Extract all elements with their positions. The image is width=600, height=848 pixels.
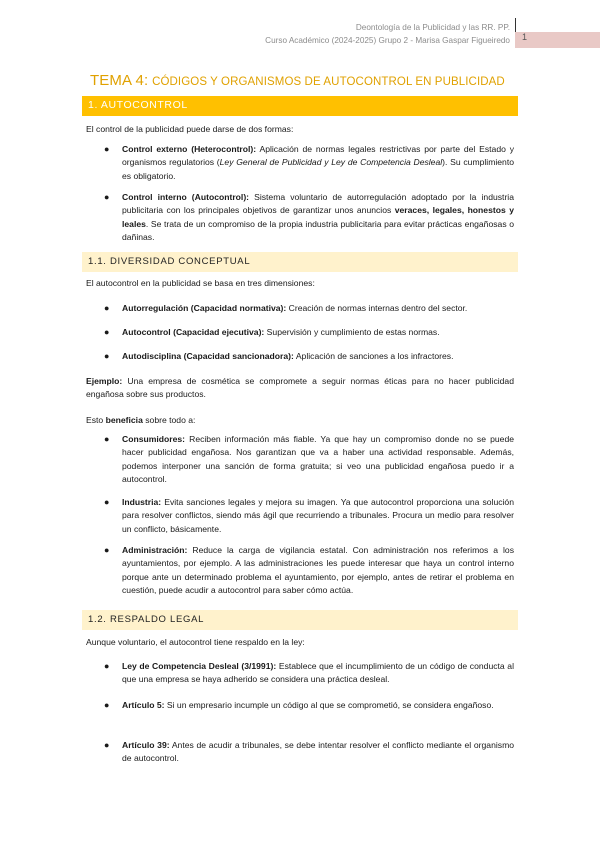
header-course-name: Deontología de la Publicidad y las RR. PP. [355, 23, 510, 32]
item-label: Autorregulación (Capacidad normativa): [122, 303, 287, 313]
item-label: Control externo (Heterocontrol): [122, 144, 257, 154]
item-text-end: ). Su cumplimiento es obligatorio. [122, 157, 515, 181]
item-label: Control interno (Autocontrol): [122, 192, 250, 202]
item-text: Evita sanciones legales y mejora su imagen. Ya que autocontrol proporciona una solución para resolver conflictos, siendo más ágil que recurriendo a tribunales. Procura un medio para resolver un conflicto, básicamente. [122, 497, 514, 534]
bullet: ● [104, 545, 110, 555]
item-text: Supervisión y cumplimiento de estas normas. [264, 327, 440, 337]
item-label: Autodisciplina (Capacidad sancionadora): [122, 351, 294, 361]
bullet: ● [104, 497, 110, 507]
item-text: Reciben información más fiable. Ya que hay un compromiso donde no se puede hacer publicidad engañosa. Nos garantizan que va a haber una actividad responsable. Además, podemos interponer una sanción de forma gratuita; si veo una publicidad engañosa puedo ir a autocontrol. [122, 434, 514, 485]
paragraph-intro: Aunque voluntario, el autocontrol tiene respaldo en la ley: [86, 637, 305, 647]
bullet: ● [104, 661, 110, 671]
bullet: ● [104, 434, 110, 444]
bullet: ● [104, 351, 110, 361]
item-label: Administración: [122, 545, 188, 555]
list-item [122, 326, 514, 339]
section-heading-text: 1. AUTOCONTROL [88, 99, 188, 111]
list-item [122, 302, 514, 315]
item-text: Reduce la carga de vigilancia estatal. Con administración nos referimos a los ayuntamientos, por ejemplo. A las administraciones les puede interesar que haya un control interno porque ante un determinado problema el ayuntamiento, por ejemplo, antes de retirar el problema en cuestión, puede acudir a autocontrol para saber cómo actúa. [122, 545, 514, 596]
title-prefix: TEMA 4: [90, 72, 149, 89]
list-item [122, 699, 514, 712]
item-label: Artículo 5: [122, 700, 165, 710]
item-text-end: . Se trata de un compromiso de la propia industria publicitaria para evitar prácticas engañosas o dañinas. [122, 218, 514, 243]
header-course-details: Curso Académico (2024-2025) Grupo 2 - Marisa Gaspar Figueiredo [265, 35, 510, 45]
page-number: 1 [522, 32, 528, 42]
item-label: Ley de Competencia Desleal (3/1991): [122, 661, 277, 671]
item-text: Aplicación de normas legales restrictivas por parte del Estado y organismos regulatorios ( [122, 144, 514, 168]
paragraph-intro: El control de la publicidad puede darse de dos formas: [86, 124, 294, 134]
item-label: Consumidores: [122, 434, 186, 444]
paragraph-intro: El autocontrol en la publicidad se basa en tres dimensiones: [86, 278, 315, 288]
list-item [122, 191, 514, 245]
item-bold: veraces, legales, honestos y leales [122, 205, 514, 229]
subsection-heading-text: 1.1. DIVERSIDAD CONCEPTUAL [88, 256, 251, 267]
list-item [122, 350, 514, 363]
subsection-heading-respaldo [82, 610, 518, 630]
bullet: ● [104, 327, 110, 337]
running-header [265, 22, 510, 47]
item-text: Aplicación de sanciones a los infractores. [293, 351, 454, 361]
page-title [90, 72, 520, 89]
list-item [122, 143, 514, 183]
benefit-bold: beneficia [105, 415, 143, 425]
item-text: Establece que el incumplimiento de un código de conducta al que una empresa se haya adherido se considera una práctica desleal. [122, 661, 514, 685]
subsection-heading-text: 1.2. RESPALDO LEGAL [88, 614, 205, 625]
section-heading-autocontrol [82, 96, 518, 116]
list-item [122, 660, 514, 687]
benefit-pre: Esto [86, 415, 106, 425]
item-text: Creación de normas internas dentro del sector. [286, 303, 468, 313]
item-text: Antes de acudir a tribunales, se debe intentar resolver el conflicto mediante el organismo de autocontrol. [122, 740, 515, 764]
item-text: Sistema voluntario de autorregulación adoptado por la industria publicitaria con los principales objetivos de garantizar unos anuncios [122, 192, 514, 216]
bullet: ● [104, 144, 110, 154]
title-text: CÓDIGOS Y ORGANISMOS DE AUTOCONTROL EN PUBLICIDAD [152, 76, 505, 88]
list-item [122, 544, 514, 598]
list-item [122, 739, 514, 766]
item-text: Si un empresario incumple un código al que se comprometió, se considera engañoso. [164, 700, 494, 710]
item-label: Industria: [122, 497, 162, 507]
example-label: Ejemplo: [86, 376, 123, 386]
benefit-intro [86, 414, 514, 427]
item-label: Autocontrol (Capacidad ejecutiva): [122, 327, 265, 337]
list-item [122, 433, 514, 487]
item-label: Artículo 39: [122, 740, 170, 750]
item-italic: Ley General de Publicidad y Ley de Competencia Desleal [219, 157, 443, 168]
subsection-heading-diversidad [82, 252, 518, 272]
list-item [122, 496, 514, 536]
bullet: ● [104, 303, 110, 313]
example-text: Una empresa de cosmética se compromete a seguir normas éticas para no hacer publicidad engañosa sobre sus productos. [86, 376, 514, 400]
example-paragraph [86, 375, 514, 402]
benefit-post: sobre todo a: [142, 415, 196, 425]
bullet: ● [104, 700, 110, 710]
page-number-box [515, 32, 600, 48]
bullet: ● [104, 192, 110, 202]
bullet: ● [104, 740, 110, 750]
